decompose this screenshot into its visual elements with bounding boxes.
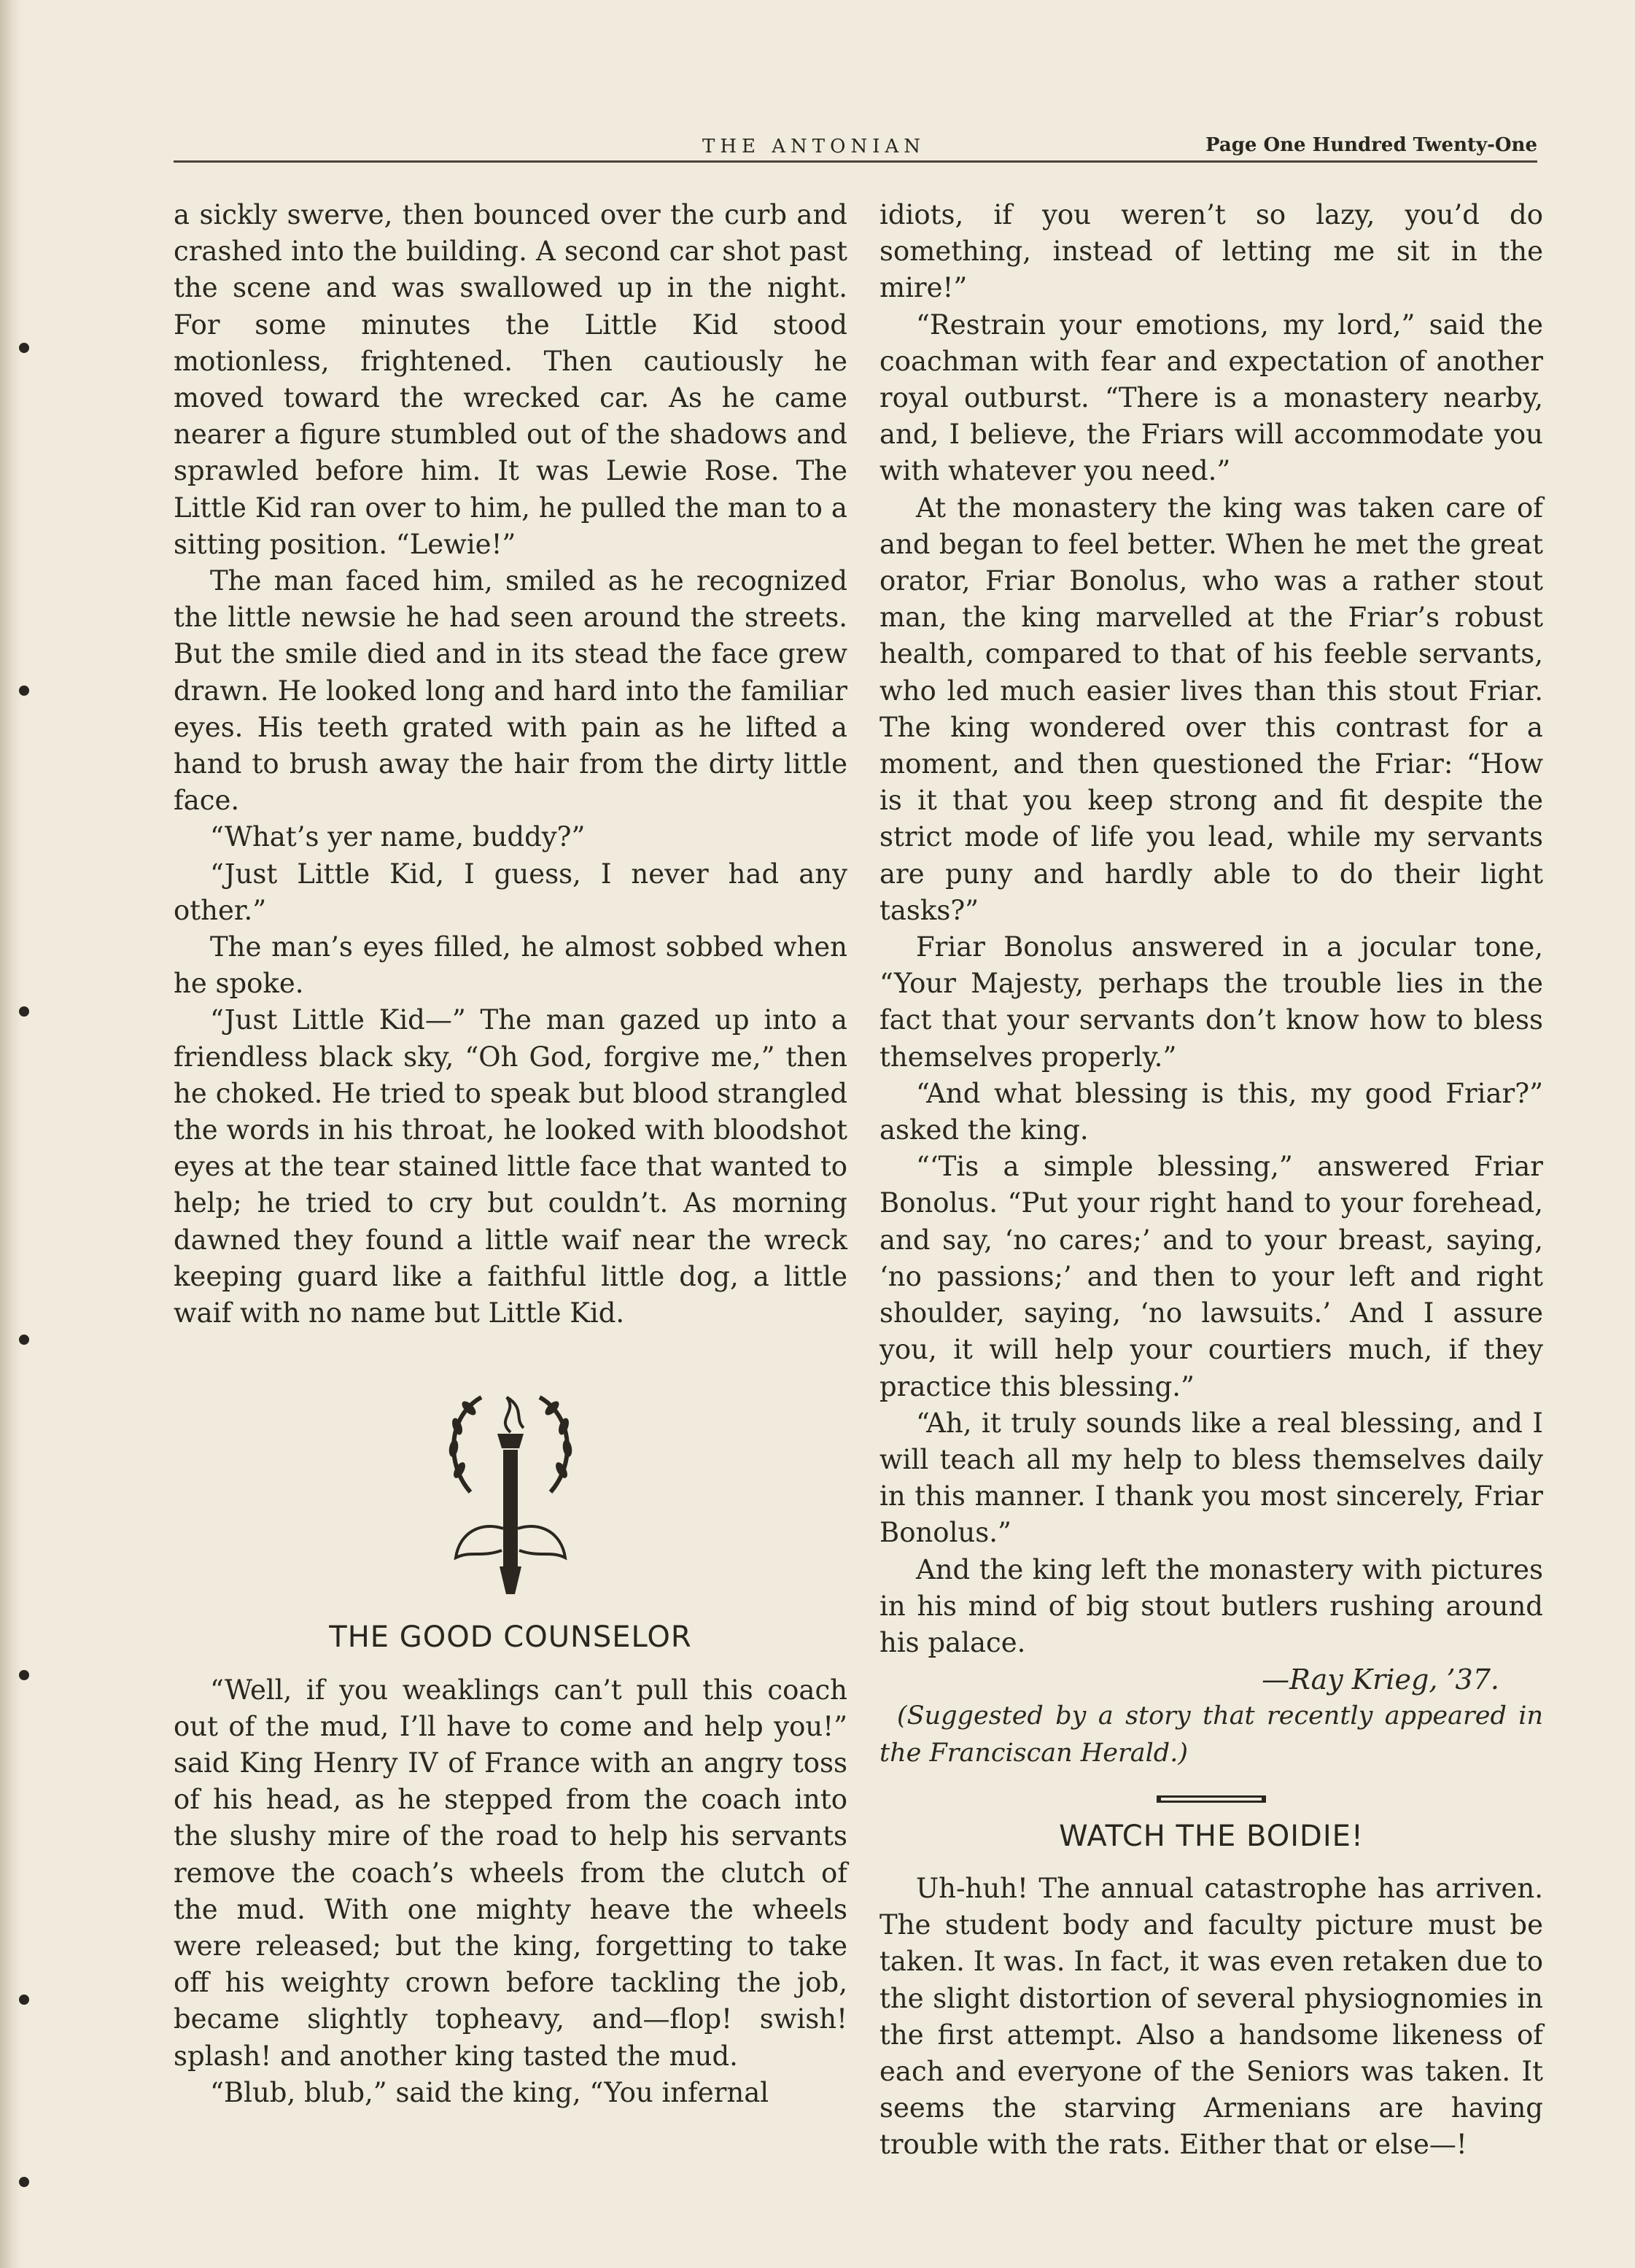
paragraph: “What’s yer name, buddy?”	[210, 821, 586, 853]
running-header	[174, 131, 1537, 163]
paragraph: “Blub, blub,” said the king, “You infernal	[210, 2076, 769, 2108]
publication-title: THE ANTONIAN	[702, 136, 925, 158]
binding-hole	[19, 1006, 29, 1017]
paragraph: Friar Bonolus answered in a jocular tone, “Your Majesty, perhaps the trouble lies in the fact that your servants don’t know how to bless themselves properly.”	[879, 931, 1543, 1073]
binding-hole	[19, 2177, 29, 2187]
author-credit: —Ray Krieg, ’37.	[1262, 1663, 1499, 1696]
paragraph: “Well, if you weaklings can’t pull this coach out of the mud, I’ll have to come and help you!” said King Henry IV of France with an angry toss of his head, as he stepped from the coach into the slushy mire of the road to help his servants remove the coach’s wheels from the clutch of the mud. With one mighty heave the wheels were released; but the king, forgetting to take off his weighty crown before tackling the job, became slightly topheavy, and—flop! swish! splash! and another king tasted the mud.	[174, 1674, 847, 2072]
ornamental-bar-icon	[1157, 1793, 1266, 1805]
paragraph: “Just Little Kid, I guess, I never had any other.”	[174, 858, 847, 926]
paragraph: idiots, if you weren’t so lazy, you’d do something, instead of letting me sit in the mire!”	[879, 199, 1543, 304]
binding-hole	[19, 1995, 29, 2005]
section-heading: THE GOOD COUNSELOR	[329, 1620, 692, 1655]
page-number: Page One Hundred Twenty-One	[1205, 134, 1537, 156]
binding-hole	[19, 1335, 29, 1345]
paragraph: “‘Tis a simple blessing,” answered Friar Bonolus. “Put your right hand to your forehead, and say, ‘no cares;’ and to your breast, saying, ‘no passions;’ and then to your left and right shoulder, saying, ‘no lawsuits.’ And I assure you, it will help your courtiers much, if they practice this blessing.”	[879, 1151, 1543, 1402]
paragraph: And the king left the monastery with pictures in his mind of big stout butlers rushing around his palace.	[879, 1553, 1543, 1658]
paragraph: The man’s eyes filled, he almost sobbed when he spoke.	[174, 931, 847, 1000]
binding-hole	[19, 343, 29, 353]
torch-wreath-emblem-icon	[438, 1383, 583, 1601]
source-note: (Suggested by a story that recently appeared in the Franciscan Herald.)	[879, 1701, 1543, 1768]
page-edge	[0, 0, 22, 2268]
paragraph: At the monastery the king was taken care of and began to feel better. When he met the great orator, Friar Bonolus, who was a rather stout man, the king marvelled at the Friar’s robust health, compared to that of his feeble servants, who led much easier lives than this stout Friar. The king wondered over this contrast for a moment, and then questioned the Friar: “How is it that you keep strong and fit despite the strict mode of life you lead, while my servants are puny and hardly able to do their light tasks?”	[879, 492, 1543, 926]
paragraph: “Ah, it truly sounds like a real blessing, and I will teach all my help to bless themselves daily in this manner. I thank you most sincerely, Friar Bonolus.”	[879, 1407, 1543, 1549]
binding-hole	[19, 1670, 29, 1680]
paragraph: The man faced him, smiled as he recognized the little newsie he had seen around the streets. But the smile died and in its stead the face grew drawn. He looked long and hard into the familiar eyes. His teeth grated with pain as he lifted a hand to brush away the hair from the dirty little face.	[174, 565, 847, 817]
right-column	[879, 197, 1543, 2164]
paragraph: Uh-huh! The annual catastrophe has arriven. The student body and faculty picture must be taken. It was. In fact, it was even retaken due to the slight distortion of several physiognomies in the first attempt. Also a handsome likeness of each and everyone of the Seniors was taken. It seems the starving Armenians are having trouble with the rats. Either that or else—!	[879, 1872, 1543, 2161]
paragraph: “And what blessing is this, my good Friar?” asked the king.	[879, 1077, 1543, 1146]
left-column	[174, 197, 847, 2111]
paragraph: “Just Little Kid—” The man gazed up into a friendless black sky, “Oh God, forgive me,” then he choked. He tried to speak but blood strangled the words in his throat, he looked with bloodshot eyes at the tear stained little face that wanted to help; he tried to cry but couldn’t. As morning dawned they found a little waif near the wreck keeping guard like a faithful little dog, a little waif with no name but Little Kid.	[174, 1004, 847, 1329]
paragraph: “Restrain your emotions, my lord,” said the coachman with fear and expectation of another royal outburst. “There is a monastery nearby, and, I believe, the Friars will accommodate you with whatever you need.”	[879, 308, 1543, 487]
section-heading: WATCH THE BOIDIE!	[1059, 1819, 1364, 1853]
binding-hole	[19, 686, 29, 696]
paragraph: a sickly swerve, then bounced over the curb and crashed into the building. A second car shot past the scene and was swallowed up in the night. For some minutes the Little Kid stood motionless, frightened. Then cautiously he moved toward the wrecked car. As he came nearer a figure stumbled out of the shadows and sprawled before him. It was Lewie Rose. The Little Kid ran over to him, he pulled the man to a sitting position. “Lewie!”	[174, 199, 847, 560]
